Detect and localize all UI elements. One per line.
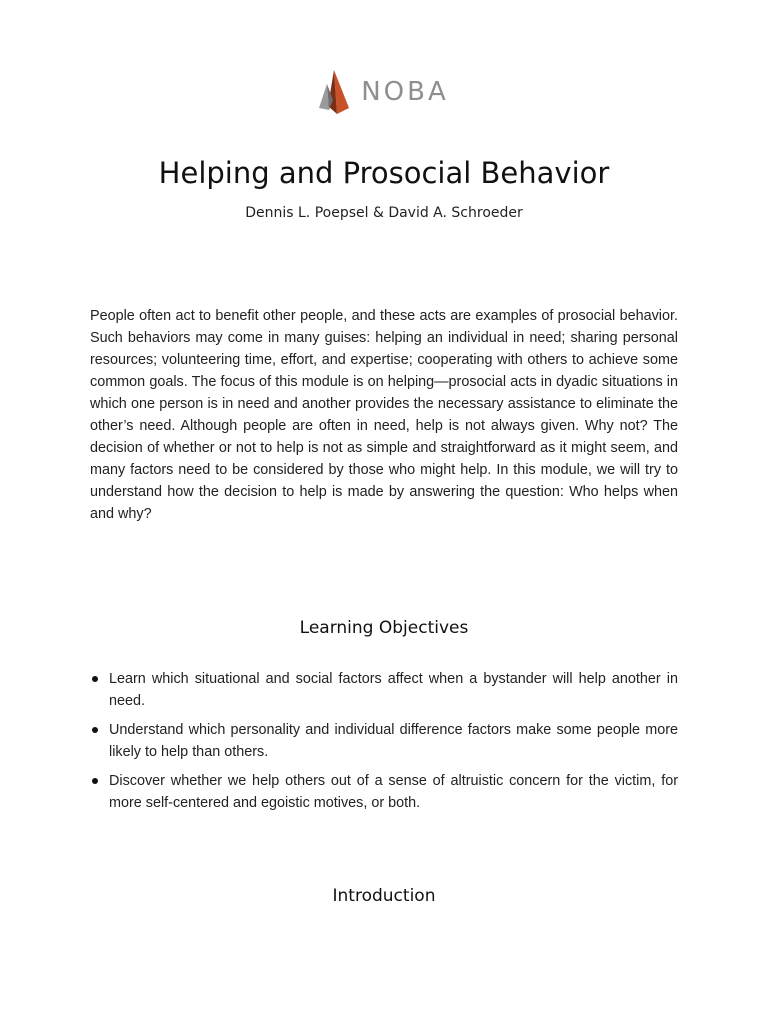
noba-logo-icon xyxy=(319,70,349,114)
objective-text: Learn which situational and social factors affect when a bystander will help another in need. xyxy=(109,671,678,709)
list-item xyxy=(90,770,678,814)
abstract-paragraph: People often act to benefit other people, and these acts are examples of prosocial behavior. Such behaviors may come in many guises: helping an individual in need; sharing personal resources; volunteering time, effort, and expertise; cooperating with others to achieve some common goals. The focus of this module is on helping—prosocial acts in dyadic situations in which one person is in need and another provides the necessary assistance to eliminate the other’s need. Although people are often in need, help is not always given. Why not? The decision of whether or not to help is not as simple and straightforward as it might seem, and many factors need to be considered by those who might help. In this module, we will try to understand how the decision to help is made by answering the question: Who helps when and why? xyxy=(90,308,678,522)
learning-objectives-list xyxy=(90,668,678,821)
noba-logo xyxy=(0,70,768,114)
list-item xyxy=(90,719,678,763)
document-title: Helping and Prosocial Behavior xyxy=(158,156,610,190)
list-item xyxy=(90,668,678,712)
bullet-icon xyxy=(92,778,98,784)
objective-text: Understand which personality and individual difference factors make some people more likely to help than others. xyxy=(109,722,678,760)
learning-objectives-heading: Learning Objectives xyxy=(299,618,469,638)
bullet-icon xyxy=(92,727,98,733)
bullet-icon xyxy=(92,676,98,682)
objective-text: Discover whether we help others out of a sense of altruistic concern for the victim, for more self-centered and egoistic motives, or both. xyxy=(109,773,678,811)
introduction-heading: Introduction xyxy=(332,886,436,906)
document-authors: Dennis L. Poepsel & David A. Schroeder xyxy=(245,205,523,221)
logo-wordmark: NOBA xyxy=(361,77,449,107)
